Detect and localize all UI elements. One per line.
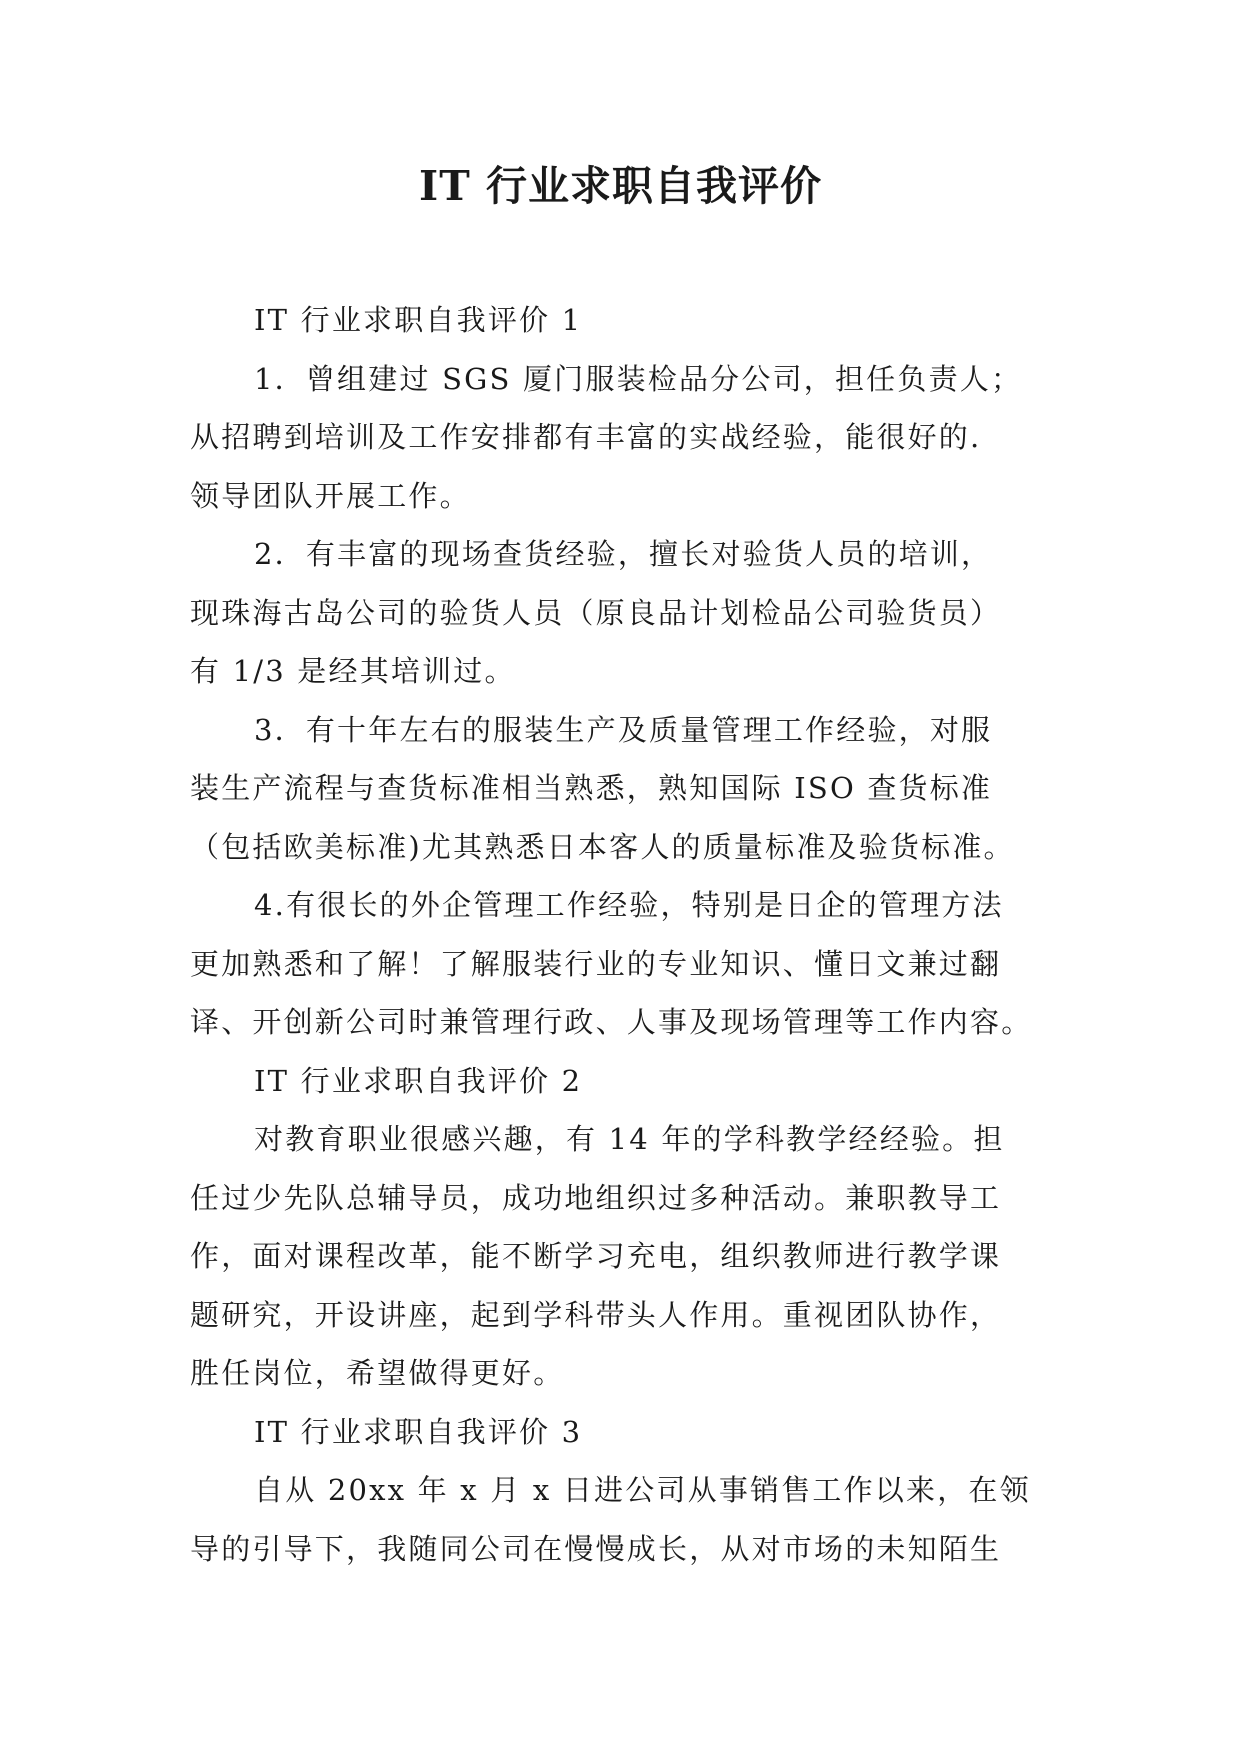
text-line: 自从 20xx 年 x 月 x 日进公司从事销售工作以来，在领 <box>254 1473 1031 1507</box>
document-body <box>190 291 1070 1578</box>
text-line: IT 行业求职自我评价 2 <box>254 1063 583 1098</box>
text-line: 4.有很长的外企管理工作经验，特别是日企的管理方法 <box>254 888 1004 922</box>
text-line: 装生产流程与查货标准相当熟悉，熟知国际 ISO 查货标准 <box>190 771 993 805</box>
text-line: 2．有丰富的现场查货经验，擅长对验货人员的培训， <box>254 537 993 571</box>
text-line: 作，面对课程改革，能不断学习充电，组织教师进行教学课 <box>190 1239 1002 1273</box>
text-line: 胜任岗位，希望做得更好。 <box>190 1356 565 1390</box>
text-line: 对教育职业很感兴趣，有 14 年的学科教学经经验。担 <box>254 1122 1005 1156</box>
text-line: 3．有十年左右的服装生产及质量管理工作经验，对服 <box>254 712 993 747</box>
text-line: 任过少先队总辅导员，成功地组织过多种活动。兼职教导工 <box>190 1180 1002 1215</box>
text-line: IT 行业求职自我评价 3 <box>254 1414 583 1449</box>
text-line: 译、开创新公司时兼管理行政、人事及现场管理等工作内容。 <box>190 1005 1033 1039</box>
text-line: 题研究，开设讲座，起到学科带头人作用。重视团队协作， <box>190 1297 1002 1332</box>
text-line: 更加熟悉和了解！了解服装行业的专业知识、懂日文兼过翻 <box>190 946 1002 981</box>
text-line: IT 行业求职自我评价 1 <box>254 303 583 337</box>
text-line: 现珠海古岛公司的验货人员（原良品计划检品公司验货员） <box>190 595 1002 630</box>
text-line: 导的引导下，我随同公司在慢慢成长，从对市场的未知陌生 <box>190 1531 1002 1566</box>
text-line: 1．曾组建过 SGS 厦门服装检品分公司，担任负责人； <box>254 361 1023 396</box>
text-line: 有 1/3 是经其培训过。 <box>190 654 516 688</box>
text-line: 领导团队开展工作。 <box>190 478 471 513</box>
text-line: （包括欧美标准)尤其熟悉日本客人的质量标准及验货标准。 <box>190 829 1015 864</box>
text-line: 从招聘到培训及工作安排都有丰富的实战经验，能很好的. <box>190 420 982 454</box>
document-title: IT 行业求职自我评价 <box>419 162 822 210</box>
